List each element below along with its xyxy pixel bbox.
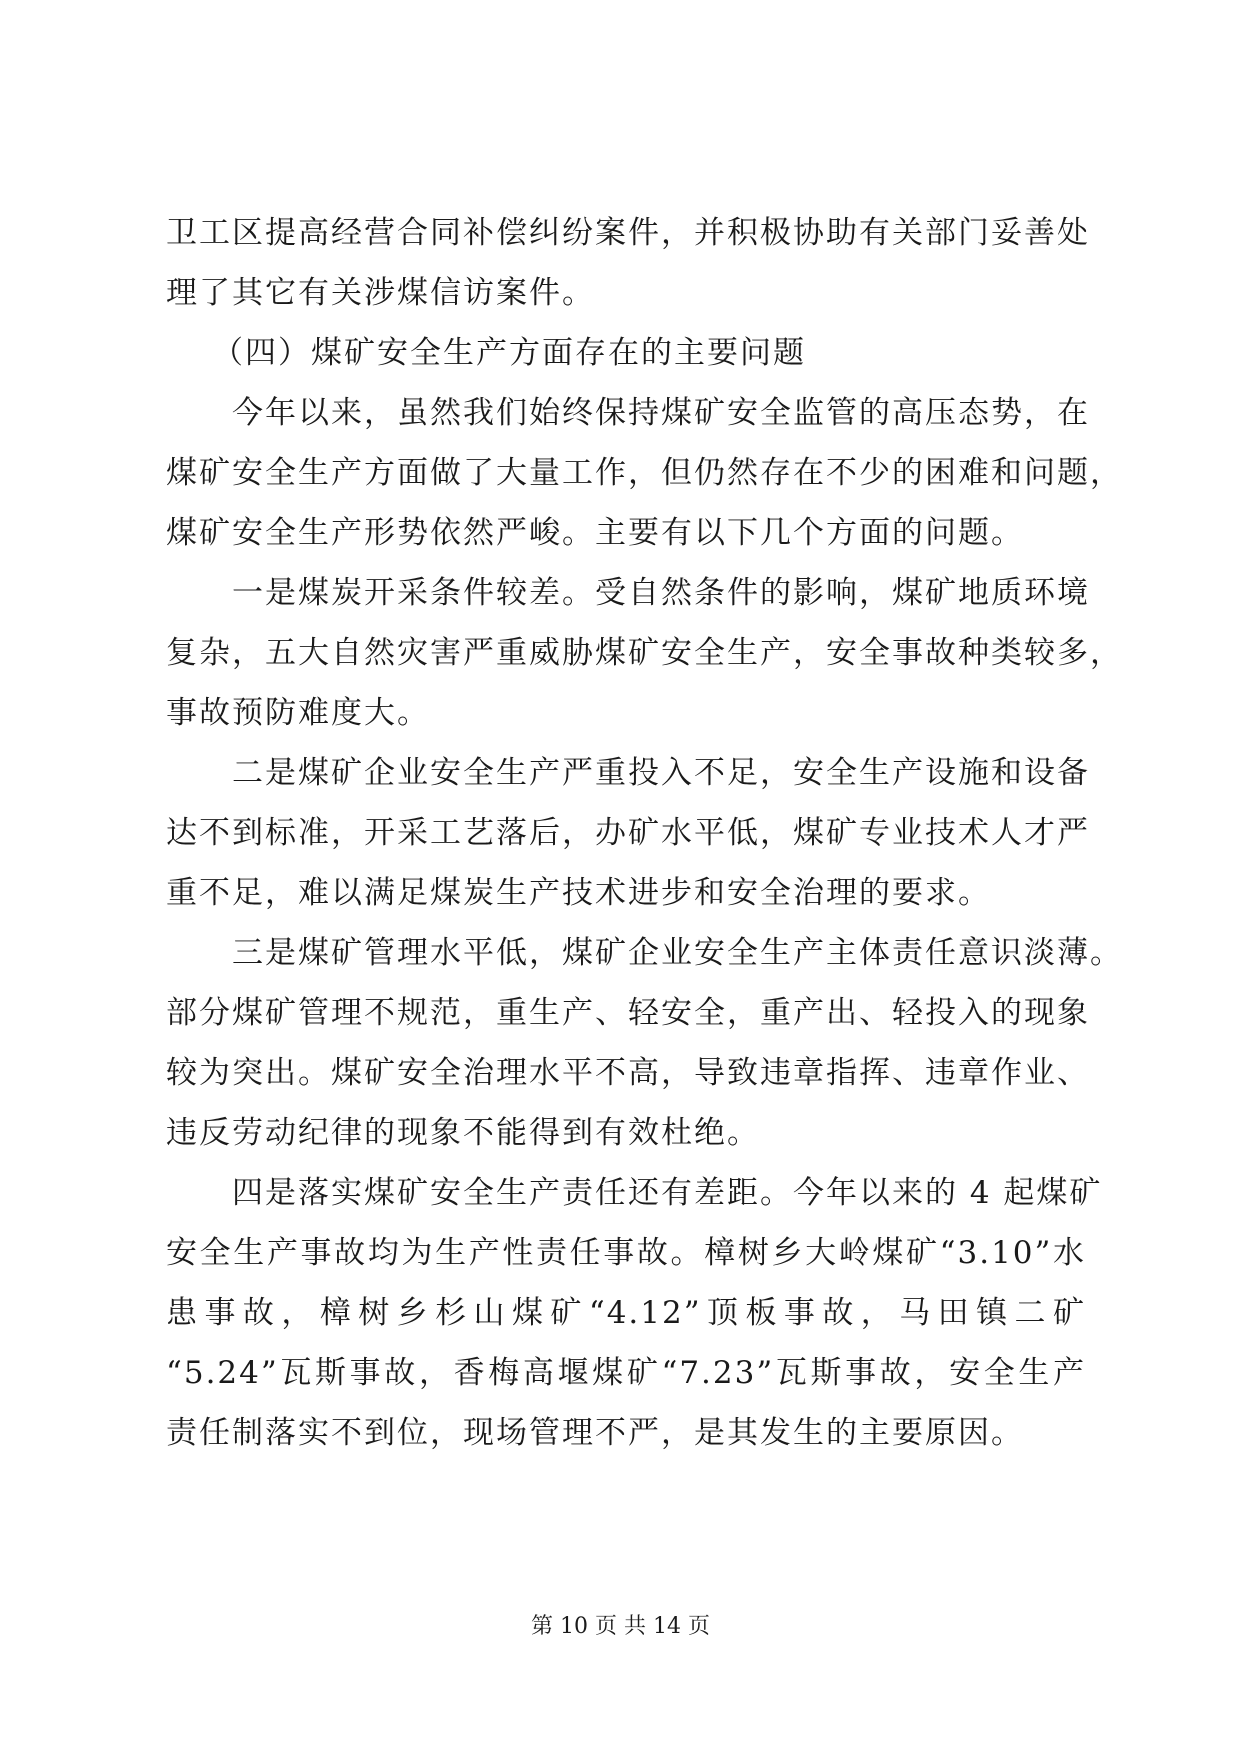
text-line-2: 理了其它有关涉煤信访案件。 (166, 275, 595, 311)
text-line-5: 煤矿安全生产方面做了大量工作，但仍然存在不少的困难和问题， (166, 455, 1123, 491)
text-line-16: 违反劳动纪律的现象不能得到有效杜绝。 (166, 1115, 760, 1151)
text-line-6: 煤矿安全生产形势依然严峻。主要有以下几个方面的问题。 (166, 515, 1024, 551)
section-heading: （四）煤矿安全生产方面存在的主要问题 (212, 335, 806, 371)
text-line-20: “5.24”瓦斯事故，香梅高堰煤矿“7.23”瓦斯事故，安全生产 (166, 1355, 1086, 1391)
text-line-10: 二是煤矿企业安全生产严重投入不足，安全生产设施和设备 (232, 755, 1090, 791)
text-line-17: 四是落实煤矿安全生产责任还有差距。今年以来的 4 起煤矿 (232, 1175, 1103, 1211)
text-line-7: 一是煤炭开采条件较差。受自然条件的影响，煤矿地质环境 (232, 575, 1090, 611)
text-line-13: 三是煤矿管理水平低，煤矿企业安全生产主体责任意识淡薄。 (232, 935, 1123, 971)
text-line-18: 安全生产事故均为生产性责任事故。樟树乡大岭煤矿“3.10”水 (166, 1235, 1086, 1271)
text-line-14: 部分煤矿管理不规范，重生产、轻安全，重产出、轻投入的现象 (166, 995, 1090, 1031)
text-line-4: 今年以来，虽然我们始终保持煤矿安全监管的高压态势，在 (232, 395, 1090, 431)
text-line-11: 达不到标准，开采工艺落后，办矿水平低，煤矿专业技术人才严 (166, 815, 1090, 851)
text-line-15: 较为突出。煤矿安全治理水平不高，导致违章指挥、违章作业、 (166, 1055, 1090, 1091)
text-line-21: 责任制落实不到位，现场管理不严，是其发生的主要原因。 (166, 1415, 1024, 1451)
text-line-19: 患事故，樟树乡杉山煤矿“4.12”顶板事故，马田镇二矿 (166, 1295, 1086, 1331)
text-line-9: 事故预防难度大。 (166, 695, 430, 731)
text-line-1: 卫工区提高经营合同补偿纠纷案件，并积极协助有关部门妥善处 (166, 215, 1090, 251)
text-line-12: 重不足，难以满足煤炭生产技术进步和安全治理的要求。 (166, 875, 991, 911)
page-number-footer: 第 10 页 共 14 页 (531, 1614, 710, 1639)
text-line-8: 复杂，五大自然灾害严重威胁煤矿安全生产，安全事故种类较多， (166, 635, 1123, 671)
